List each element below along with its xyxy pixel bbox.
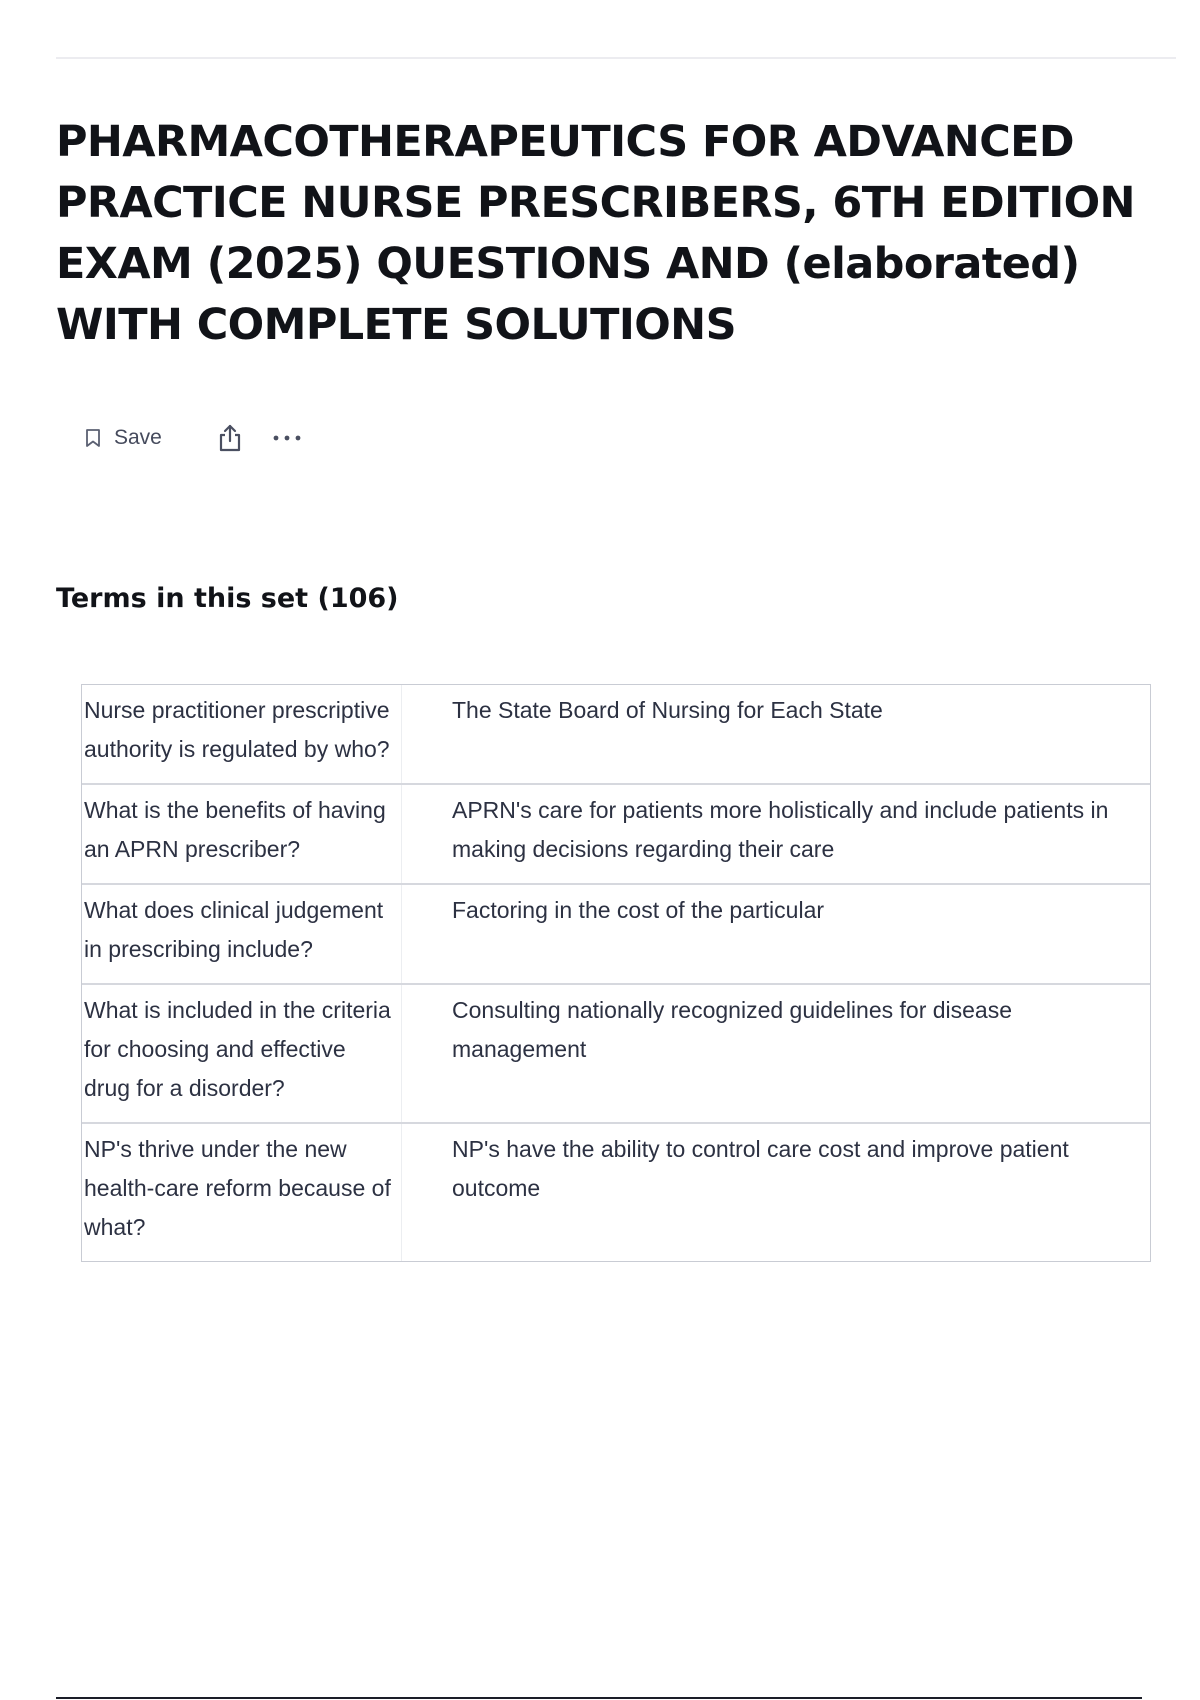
definition-text: The State Board of Nursing for Each State: [452, 697, 883, 723]
term-card[interactable]: [82, 1122, 1150, 1261]
term-text: What does clinical judgement in prescribing include?: [82, 885, 402, 983]
bookmark-icon: [84, 428, 102, 448]
terms-heading: Terms in this set (106): [56, 583, 399, 614]
top-divider: [56, 57, 1176, 59]
term-text: What is the benefits of having an APRN prescriber?: [82, 785, 402, 883]
definition-text: Factoring in the cost of the particular: [452, 897, 825, 923]
page-title: PHARMACOTHERAPEUTICS FOR ADVANCED PRACTICE NURSE PRESCRIBERS, 6TH EDITION EXAM (2025) QUESTIONS AND (elaborated) WITH COMPLETE SOLUTIONS: [56, 117, 1135, 350]
definition-text: Consulting nationally recognized guidelines for disease management: [452, 997, 1013, 1062]
save-button[interactable]: [84, 418, 162, 458]
term-text: Nurse practitioner prescriptive authority is regulated by who?: [82, 685, 402, 783]
definition-text: APRN's care for patients more holistically and include patients in making decisions regarding their care: [452, 797, 1109, 862]
term-card[interactable]: [82, 983, 1150, 1122]
term-card[interactable]: [82, 685, 1150, 783]
share-button[interactable]: [214, 418, 246, 458]
more-options-button[interactable]: [270, 418, 304, 458]
share-icon: [216, 423, 244, 453]
action-bar: [84, 418, 304, 458]
save-button-label: Save: [114, 426, 162, 449]
term-card[interactable]: [82, 883, 1150, 983]
term-text: What is included in the criteria for choosing and effective drug for a disorder?: [82, 985, 402, 1122]
term-text: NP's thrive under the new health-care reform because of what?: [82, 1124, 402, 1261]
terms-table: [81, 684, 1151, 1262]
term-card[interactable]: [82, 783, 1150, 883]
more-horizontal-icon: [272, 434, 302, 442]
bottom-divider: [56, 1697, 1142, 1699]
definition-text: NP's have the ability to control care cost and improve patient outcome: [452, 1136, 1069, 1201]
